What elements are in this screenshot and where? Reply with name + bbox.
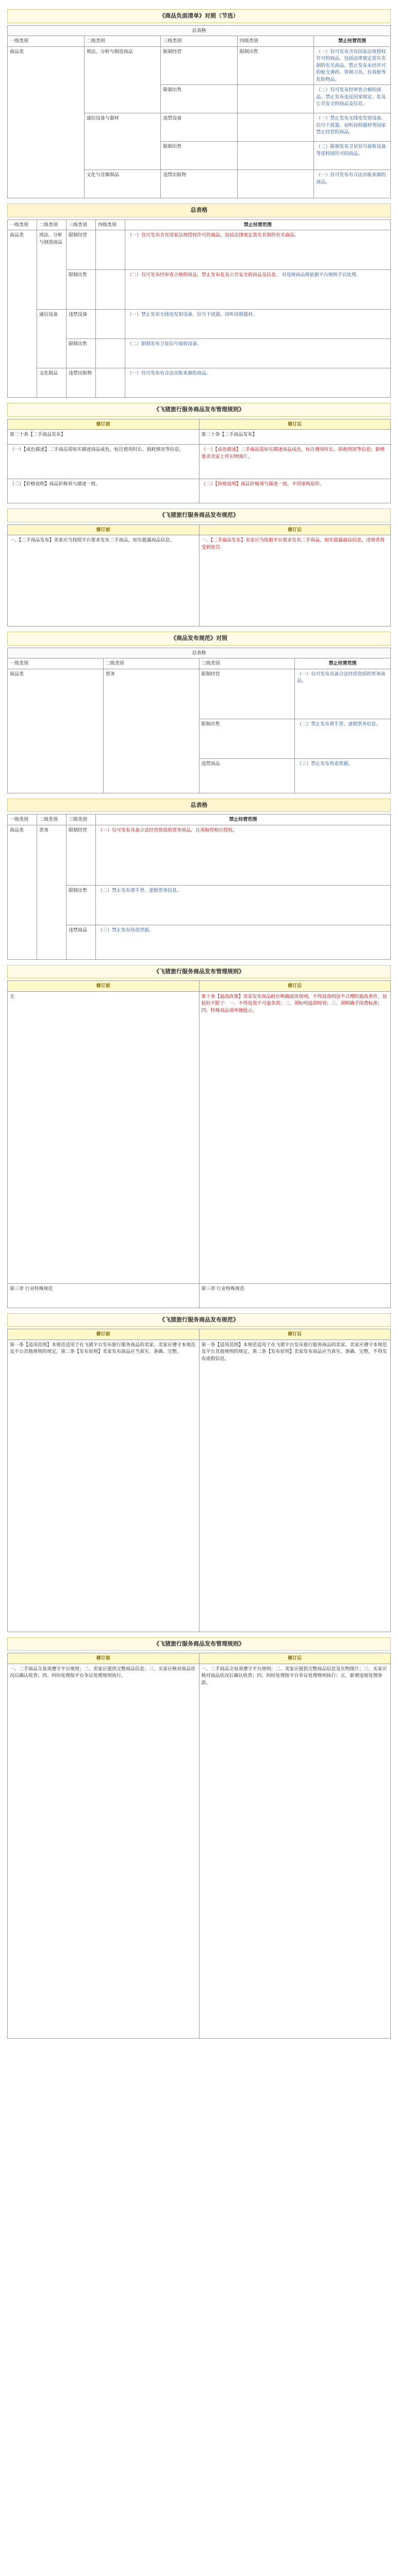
col-header: 一级类别 <box>8 815 37 825</box>
cell-c3: 违禁设备 <box>67 310 96 339</box>
after-cell: 一、二手商品交易须遵守平台规则；二、卖家应提供完整商品信息及实物图片；三、买家应核对商品状况后确认收货；四、纠纷处理按平台争议处理规则执行；五、新增违规处理条款。 <box>199 1664 391 2038</box>
cell-text <box>125 270 391 310</box>
changed-text: （一）仅可发布含有国家法规授权许可的商品，包括法律规定需实名制的有关商品。 <box>127 232 300 238</box>
section-title-4: 《飞猪旅行服务商品发布规范》 <box>7 509 391 522</box>
before-cell: 第一条【适用范围】本规范适用于在飞猪平台发布旅行服务商品的卖家。卖家应遵守本规范及平台其他规则的规定。第二条【发布原则】卖家发布商品应当真实、准确、完整。 <box>8 1340 200 1632</box>
section-title-7: 《飞猪旅行服务商品发布管理规则》 <box>7 965 391 979</box>
after-cell: （二）【价格说明】商品价格须与描述一致，不得虚构原价。 <box>199 479 391 503</box>
cell-c1: 商品类 <box>8 46 85 198</box>
table-header: 总表格 <box>8 648 391 658</box>
category-table-5 <box>7 648 391 793</box>
col-header: 二级类别 <box>37 815 67 825</box>
cell-c4: 限制出售 <box>237 46 314 85</box>
cell-c2: 票务 <box>103 669 199 793</box>
before-label: 修订前 <box>8 1329 200 1340</box>
cell-text: （一）仅可发布有合法出版来源的商品。 <box>314 170 391 198</box>
after-label: 修订后 <box>199 524 391 535</box>
cell-c3: 限制出售 <box>161 85 238 113</box>
cell-c3: 违禁商品 <box>199 758 295 793</box>
cell-c2: 刑法、分析与制造商品 <box>84 46 161 113</box>
col-header: 二级类别 <box>103 658 199 669</box>
cell-c2: 文化制品 <box>37 368 67 398</box>
compare-table-9 <box>7 1653 391 2039</box>
col-header: 三级类别 <box>67 815 96 825</box>
cell-c2: 文化与音像制品 <box>84 170 161 198</box>
col-header: 四级类别 <box>237 36 314 47</box>
section-title-2: 总表格 <box>7 204 391 217</box>
cell-c2: 票务 <box>37 825 67 959</box>
col-header: 二级类别 <box>37 219 67 230</box>
after-label: 修订后 <box>199 419 391 430</box>
before-cell: 第三章 行业特殊规范 <box>8 1283 200 1308</box>
cell-c3: 限制出售 <box>199 719 295 758</box>
cell-text: （二）仅可发布经审查合格的商品。禁止发布违反国家规定、危及公共安全的商品及信息。 <box>314 85 391 113</box>
cell-c3: 违禁设备 <box>161 113 238 142</box>
before-cell: （一）【成色描述】二手商品需如实描述商品成色，标注使用时长、损耗情况等信息。 <box>8 445 200 479</box>
category-table-6 <box>7 814 391 960</box>
cell-c1: 商品类 <box>8 825 37 959</box>
after-label: 修订后 <box>199 981 391 992</box>
cell-text: （一）禁止发布无线电发射设备、信号干扰器、窃听窃照器材。 <box>125 310 391 339</box>
cell-c3: 违禁商品 <box>67 925 96 959</box>
col-header: 二级类别 <box>84 36 161 47</box>
cell-text: （一）仅可发布具备合法经营资质的票务商品。 <box>295 669 391 719</box>
category-table-2 <box>7 219 391 398</box>
section-title-3: 《飞猪旅行服务商品发布管理规则》 <box>7 403 391 417</box>
cell-c2: 通信设备与器材 <box>84 113 161 170</box>
section-title-8: 《飞猪旅行服务商品发布规范》 <box>7 1313 391 1327</box>
before-label: 修订前 <box>8 981 200 992</box>
cell-c3: 限制经营 <box>199 669 295 719</box>
cell-text: （二）禁止发布黄牛票、虚假票务信息。 <box>295 719 391 758</box>
col-header: 禁止经营范围 <box>125 219 391 230</box>
compare-table-7 <box>7 980 391 1308</box>
col-header: 三级类别 <box>161 36 238 47</box>
after-cell: 第三章 行业特殊规范 <box>199 1283 391 1308</box>
col-header: 禁止经营范围 <box>314 36 391 47</box>
cell-c2: 刑法、分析与制造商品 <box>37 230 67 310</box>
cell-c1: 商品类 <box>8 230 37 398</box>
col-header: 四级类别 <box>96 219 125 230</box>
cell-c3: 限制经营 <box>67 825 96 885</box>
cell-text: （一）仅可发布含有国家法规授权许可的商品，包括法律规定需实名制的有关商品。禁止发布未经许可的枪支弹药、管制刀具、仿真枪等危险物品。 <box>314 46 391 85</box>
col-header: 三级类别 <box>199 658 295 669</box>
before-cell: 第二十条【二手商品发布】 <box>8 430 200 445</box>
after-cell: （一）【成色描述】二手商品需如实描述商品成色，标注使用时长、损耗情况等信息；新增要求卖家上传实物图片。 <box>199 445 391 479</box>
section-title-9: 《飞猪旅行服务商品发布管理规则》 <box>7 1637 391 1651</box>
cell-text: （一）禁止发布无线电发射设备、信号干扰器、窃听窃照器材等国家禁止经营的商品。 <box>314 113 391 142</box>
cell-c3: 限制出售 <box>67 270 96 310</box>
changed-text: （二）仅可发布经审查合格的商品，禁止发布危及公共安全的商品及信息。 <box>127 272 281 277</box>
after-label: 修订后 <box>199 1329 391 1340</box>
cell-c3: 限制出售 <box>67 885 96 925</box>
before-cell: 一、【二手商品发布】卖家应当按照平台要求发布二手商品，如实披露商品信息。 <box>8 535 200 626</box>
before-cell: 一、二手商品交易须遵守平台规则；二、卖家应提供完整商品信息；三、买家应核对商品状况后确认收货；四、纠纷处理按平台争议处理规则执行。 <box>8 1664 200 2038</box>
section-title-6: 总表格 <box>7 799 391 812</box>
cell-c3: 限制出售 <box>67 339 96 368</box>
compare-table-8 <box>7 1329 391 1632</box>
cell-text: （二）禁止发布黄牛票、虚假票务信息。 <box>96 885 391 925</box>
section-title-5: 《商品发布规范》对照 <box>7 632 391 646</box>
cell-c1: 商品类 <box>8 669 104 793</box>
before-cell: 无 <box>8 991 200 1283</box>
col-header: 三级类别 <box>67 219 96 230</box>
after-label: 修订后 <box>199 1653 391 1664</box>
before-label: 修订前 <box>8 524 200 535</box>
section-title-1: 《商品负面清单》对照（节选） <box>7 9 391 23</box>
before-cell: （二）【价格说明】商品价格须与描述一致。 <box>8 479 200 503</box>
after-cell: 一、【二手商品发布】卖家应当按照平台要求发布二手商品，如实披露商品信息，违规者将受到处罚。 <box>199 535 391 626</box>
category-table-1 <box>7 25 391 199</box>
cell-c3: 违禁出版物 <box>161 170 238 198</box>
col-header: 禁止经营范围 <box>295 658 391 669</box>
cell-text: （二）限制发布卫星信号接收设备。 <box>125 339 391 368</box>
before-label: 修订前 <box>8 1653 200 1664</box>
table-header: 总表格 <box>8 25 391 36</box>
before-label: 修订前 <box>8 419 200 430</box>
compare-table-3 <box>7 419 391 504</box>
cell-text: （一）仅可发布具备合法经营资质的票务商品，且须取得相应授权。 <box>96 825 391 885</box>
cell-c3: 限制经营 <box>161 46 238 85</box>
col-header: 一级类别 <box>8 36 85 47</box>
unchanged-text: 对违规商品将依据平台规则予以处理。 <box>281 272 361 277</box>
cell-c3: 限制经营 <box>67 230 96 270</box>
cell-text: （二）限制发布卫星信号接收设备等需特别许可的商品。 <box>314 142 391 170</box>
document-page <box>7 0 391 2043</box>
col-header: 禁止经营范围 <box>96 815 391 825</box>
cell-text: （三）禁止发布伪造票据。 <box>295 758 391 793</box>
cell-c3: 违禁出版物 <box>67 368 96 398</box>
cell-c3: 限制出售 <box>161 142 238 170</box>
compare-table-4 <box>7 524 391 627</box>
col-header: 一级类别 <box>8 219 37 230</box>
cell-text: （三）禁止发布伪造票据。 <box>96 925 391 959</box>
cell-c2: 通信设备 <box>37 310 67 368</box>
cell-text: （一）仅可发布有合法出版来源的商品。 <box>125 368 391 398</box>
after-cell: 第十条【退改政策】卖家发布商品时应明确退改规则，不得设置明显不合理的退改条件，包括但不限于：一、不得设置不可退条款；二、须标明退款时效；三、须明确手续费标准；四、特殊商品须单独提示。 <box>199 991 391 1283</box>
cell-text <box>125 230 391 270</box>
after-cell: 第二十条【二手商品发布】 <box>199 430 391 445</box>
col-header: 一级类别 <box>8 658 104 669</box>
after-cell: 第一条【适用范围】本规范适用于在飞猪平台发布旅行服务商品的卖家。卖家应遵守本规范及平台其他规则的规定。第二条【发布原则】卖家发布商品应当真实、准确、完整，不得发布虚假信息。 <box>199 1340 391 1632</box>
